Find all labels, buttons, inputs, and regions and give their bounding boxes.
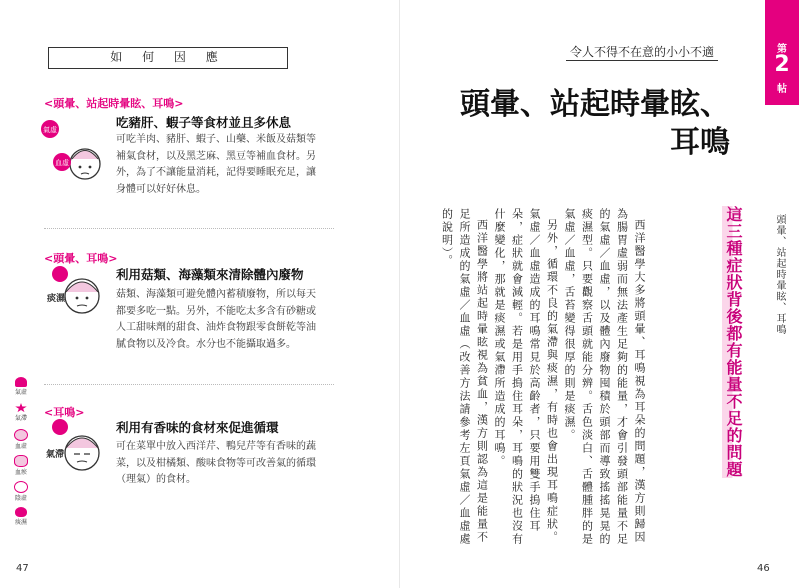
page-number-left: 47	[16, 563, 29, 574]
type-icon-blood-deficiency: 血虛	[10, 429, 32, 455]
body-paragraph: 另外，循環不良的氣滯與痰濕，有時也會出現耳鳴症狀。氣虛／血虛造成的耳鳴常見於高齡者，只要用雙手摀住耳朵，症狀就會減輕。若是用手摀住耳朵，耳鳴的狀況也沒有什麼變化，那就是痰濕或氣滯所造成的耳鳴。	[493, 208, 559, 546]
chapter-tab[interactable]	[765, 0, 799, 105]
badge-qi-stagnation: 氣滯	[46, 450, 65, 460]
tip-1-heading: 吃豬肝、蝦子等食材並且多休息	[116, 115, 292, 130]
tip-3-heading: 利用有香味的食材來促進循環	[116, 420, 279, 435]
page-gutter	[399, 0, 400, 588]
type-icon-qi-deficiency: 氣虛	[10, 377, 32, 403]
badge-phlegm-dampness: 痰濕	[47, 294, 66, 304]
divider-dotted	[44, 228, 334, 229]
body-paragraph: 西洋醫學大多將頭暈、耳鳴視為耳朵的問題，漢方則歸因為腸胃虛弱而無法產生足夠的能量，才會引發頭部能量不足的氣虛／血虛，以及體內廢物囤積於頭部而導致搖搖晃晃的痰濕型。只要觀察舌頭就能分辨。舌色淡白、舌體腫胖的是氣虛／血虛，舌苔變得很厚的則是痰濕。	[563, 208, 646, 546]
constitution-type-index	[10, 377, 32, 533]
tip-1-tag: <頭暈、站起時暈眩、耳鳴>	[44, 97, 184, 110]
section-heading: 這三種症狀背後都有能量不足的問題	[724, 206, 743, 478]
tip-2-illustration	[40, 264, 110, 324]
page-number-right: 46	[757, 563, 770, 574]
divider-dotted	[44, 384, 334, 385]
page-title-line-2: 耳鳴	[670, 125, 730, 160]
chapter-tab-number: 2	[774, 52, 790, 77]
body-paragraph: 西洋醫學將站起時暈眩視為貧血，漢方則認為這是能量不足所造成的氣虛／血虛（改善方法請參考左頁氣虛／血虛處的說明）。	[440, 208, 489, 546]
badge-qi-deficiency: 氣虛	[43, 126, 57, 134]
tip-2-tag: <頭暈、耳鳴>	[44, 252, 118, 265]
type-icon-yin-deficiency: 陰虛	[10, 481, 32, 507]
tip-1-body: 可吃羊肉、豬肝、蝦子、山藥、米飯及菇類等補氣食材，以及黑芝麻、黑豆等補血食材。另外，為了不讓能量消耗，記得要睡眠充足，讓身體可以好好休息。	[116, 134, 316, 195]
tip-2-heading: 利用菇類、海藻類來清除體內廢物	[116, 267, 304, 282]
body-text	[438, 208, 648, 553]
chapter-tab-suffix: 帖	[777, 84, 787, 95]
type-icon-qi-stagnation: 氣滯	[10, 403, 32, 429]
running-head: 頭暈、站起時暈眩、耳鳴	[774, 214, 785, 335]
badge-blood-deficiency: 血虛	[55, 159, 69, 167]
page-subtitle: 令人不得不在意的小小不適	[569, 45, 714, 59]
type-icon-blood-stasis: 血瘀	[10, 455, 32, 481]
page-title-line-1: 頭暈、站起時暈眩、	[460, 87, 730, 122]
tip-2-body: 菇類、海藻類可避免體內蓄積廢物，所以每天都要多吃一點。另外，不能吃太多含有砂糖或人工甜味劑的甜食、油炸食物跟零食餅乾等油膩食物以及冷食。水分也不能攝取過多。	[116, 289, 316, 350]
subtitle-rule	[566, 60, 718, 61]
type-icon-phlegm-dampness: 痰濕	[10, 507, 32, 533]
how-to-respond-box: 如 何 因 應	[48, 47, 288, 69]
tip-3-illustration	[40, 418, 110, 480]
chapter-tab-prefix: 第	[777, 44, 787, 55]
tip-3-tag: <耳鳴>	[44, 406, 85, 419]
page-title	[460, 86, 730, 162]
tip-1-illustration	[40, 114, 110, 189]
tip-3-body: 可在菜單中放入西洋芹、鴨兒芹等有香味的蔬菜，以及柑橘類、酸味食物等可改善氣的循環（理氣）的食材。	[116, 441, 316, 485]
